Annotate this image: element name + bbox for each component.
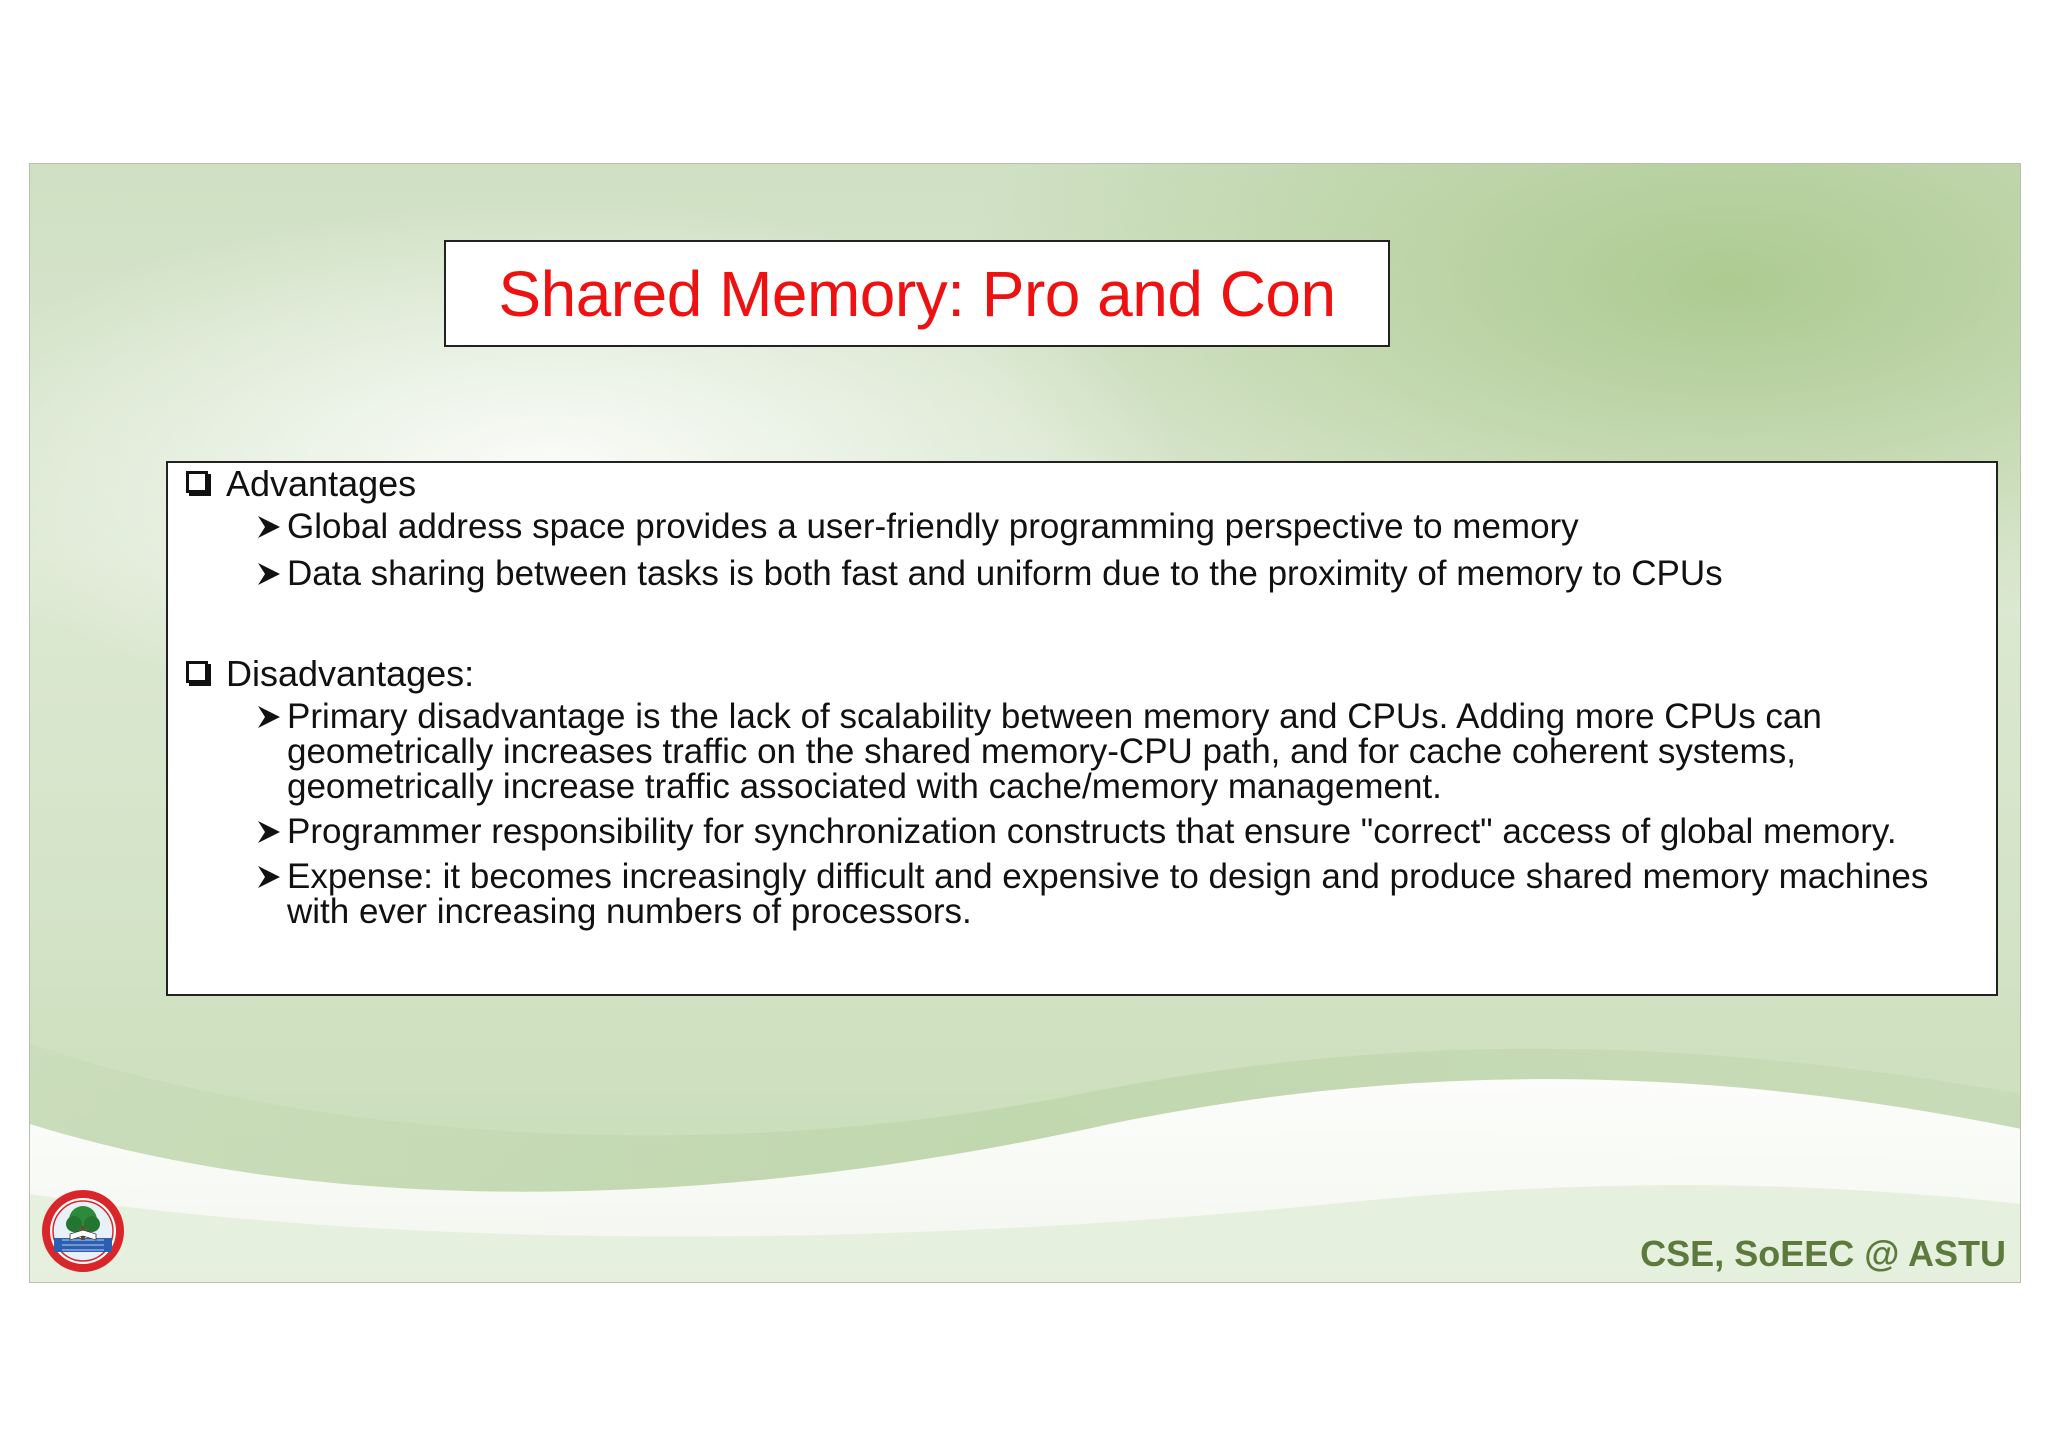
- checkbox-bullet-icon: [186, 661, 208, 683]
- disadvantage-item-1: Primary disadvantage is the lack of scalability between memory and CPUs. Adding more CPUs can geometrically increases traffic on the shared memory-CPU path, and for cache coherent systems, geometrically increase traffic associated with cache/memory management.: [287, 697, 1822, 806]
- content-box: [166, 461, 1998, 996]
- arrow-bullet-icon: [254, 699, 284, 734]
- disadvantage-item-3: Expense: it becomes increasingly difficult and expensive to design and produce shared memory machines with ever increasing numbers of processors.: [287, 857, 1929, 931]
- advantage-item-1: Global address space provides a user-friendly programming perspective to memory: [287, 507, 1579, 546]
- list-item: [254, 699, 1986, 804]
- list-item: [254, 814, 1986, 849]
- list-item: [254, 859, 1986, 929]
- footer-label: CSE, SoEEC @ ASTU: [1640, 1233, 2006, 1274]
- checkbox-bullet-icon: [186, 471, 208, 493]
- list-item: [254, 556, 1986, 591]
- advantages-heading-row: [184, 463, 1986, 505]
- slide: [29, 163, 2021, 1283]
- advantages-heading: Advantages: [226, 463, 417, 504]
- advantage-item-2: Data sharing between tasks is both fast and uniform due to the proximity of memory to CPUs: [287, 554, 1723, 593]
- slide-title: Shared Memory: Pro and Con: [498, 257, 1336, 330]
- disadvantages-heading-row: [184, 653, 1986, 695]
- arrow-bullet-icon: [254, 859, 284, 894]
- disadvantage-item-2: Programmer responsibility for synchronization constructs that ensure "correct" access of global memory.: [287, 812, 1897, 851]
- advantages-section: [184, 463, 1986, 591]
- disadvantages-section: [184, 653, 1986, 929]
- arrow-bullet-icon: [254, 556, 284, 591]
- title-box: [444, 240, 1390, 347]
- arrow-bullet-icon: [254, 814, 284, 849]
- disadvantages-heading: Disadvantages:: [226, 653, 475, 694]
- arrow-bullet-icon: [254, 509, 284, 544]
- list-item: [254, 509, 1986, 544]
- university-seal-icon: [40, 1188, 126, 1274]
